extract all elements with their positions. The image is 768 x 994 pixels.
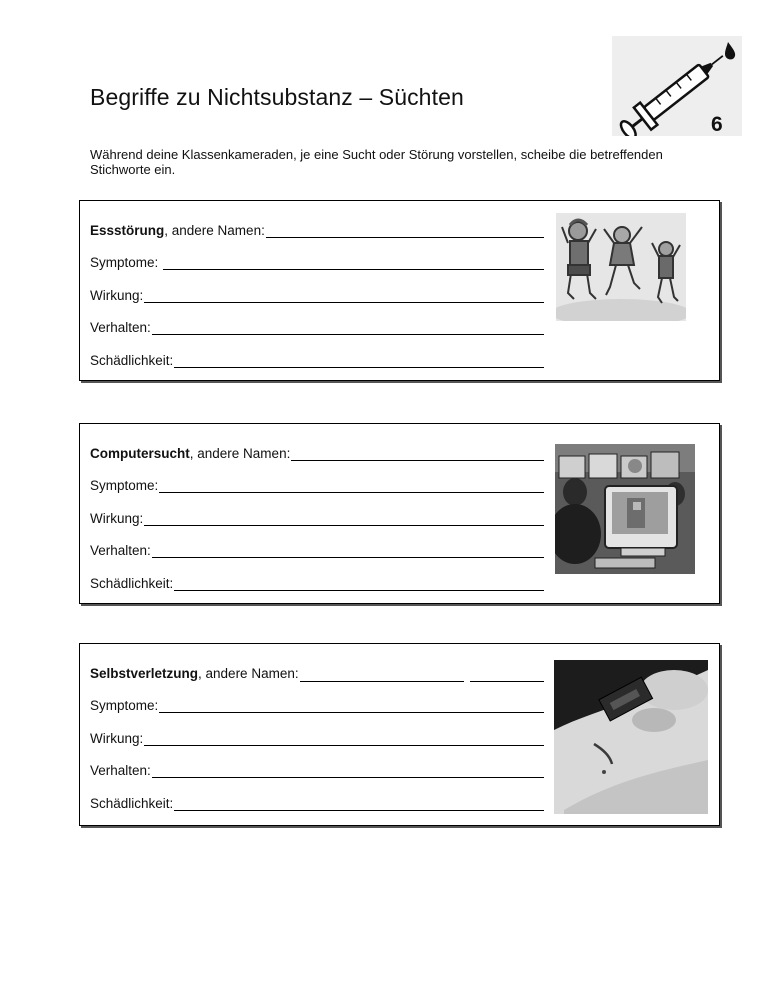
page-title: Begriffe zu Nichtsubstanz – Süchten [90, 84, 464, 110]
page-number: 6 [711, 113, 723, 136]
card-essstoerung [79, 200, 720, 381]
card-heading: Essstörung [90, 223, 165, 238]
answer-line[interactable] [163, 257, 544, 270]
razor-blade-arm-image [554, 660, 708, 814]
schaedlichkeit-field[interactable] [90, 352, 544, 368]
verhalten-field[interactable] [90, 542, 544, 558]
answer-line[interactable] [159, 480, 544, 493]
schaedlichkeit-field[interactable] [90, 575, 544, 591]
verhalten-field[interactable] [90, 762, 544, 778]
answer-line[interactable] [152, 545, 544, 558]
answer-line[interactable] [266, 225, 544, 238]
field-label: Symptome: [90, 698, 159, 713]
dancing-people-image [556, 213, 686, 321]
names-field[interactable] [90, 222, 544, 238]
names-label: , andere Namen: [164, 223, 265, 238]
answer-line[interactable] [144, 513, 544, 526]
answer-line[interactable] [152, 322, 544, 335]
field-label: Wirkung: [90, 288, 144, 303]
field-label: Schädlichkeit: [90, 353, 174, 368]
field-label: Verhalten: [90, 543, 151, 558]
answer-line[interactable] [300, 669, 544, 681]
answer-line[interactable] [152, 765, 544, 778]
names-label: , andere Namen: [189, 446, 291, 461]
wirkung-field[interactable] [90, 510, 544, 526]
field-label: Wirkung: [90, 511, 144, 526]
schaedlichkeit-field[interactable] [90, 795, 544, 811]
verhalten-field[interactable] [90, 319, 544, 335]
answer-line[interactable] [144, 290, 544, 303]
field-label: Symptome: [90, 255, 163, 270]
names-field[interactable] [90, 445, 544, 461]
field-label: Verhalten: [90, 320, 151, 335]
answer-line[interactable] [159, 700, 544, 713]
answer-line[interactable] [174, 578, 544, 591]
field-label: Verhalten: [90, 763, 151, 778]
answer-line[interactable] [174, 798, 544, 811]
card-selbstverletzung [79, 643, 720, 826]
wirkung-field[interactable] [90, 730, 544, 746]
card-heading: Selbstverletzung [90, 666, 199, 681]
card-heading: Computersucht [90, 446, 190, 461]
field-label: Schädlichkeit: [90, 576, 174, 591]
wirkung-field[interactable] [90, 287, 544, 303]
answer-line[interactable] [174, 355, 544, 368]
field-label: Schädlichkeit: [90, 796, 174, 811]
symptome-field[interactable] [90, 697, 544, 713]
answer-line[interactable] [291, 448, 544, 461]
symptome-field[interactable] [90, 254, 544, 270]
answer-line[interactable] [144, 733, 544, 746]
names-label: , andere Namen: [198, 666, 299, 681]
instructions: Während deine Klassenkameraden, je eine Sucht oder Störung vorstellen, scheibe die betreffenden Stichworte ein. [90, 147, 663, 177]
card-computersucht [79, 423, 720, 604]
symptome-field[interactable] [90, 477, 544, 493]
names-field[interactable] [90, 665, 544, 681]
field-label: Symptome: [90, 478, 159, 493]
computer-room-image [555, 444, 695, 574]
field-label: Wirkung: [90, 731, 144, 746]
